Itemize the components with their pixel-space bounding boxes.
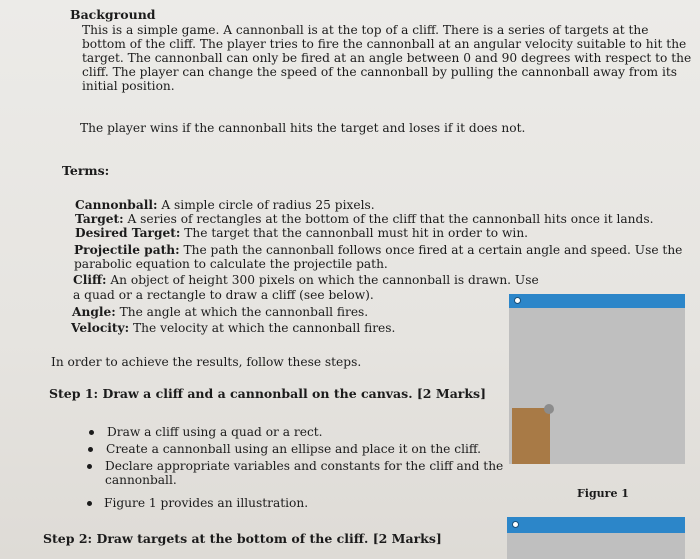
term-velocity: Velocity: The velocity at which the cannonball fires. (71, 321, 396, 335)
background-heading: Background (70, 7, 156, 22)
figure-2-canvas (507, 517, 685, 559)
step2-title: Step 2: Draw targets at the bottom of the cliff. [2 Marks] (43, 531, 442, 546)
term-desired-target: Desired Target: The target that the cannonball must hit in order to win. (75, 226, 529, 240)
step1-bullet-3-cont: cannonball. (105, 473, 177, 487)
term-angle: Angle: The angle at which the cannonball fires. (72, 305, 369, 319)
cannonball-circle (544, 404, 554, 414)
term-cannonball: Cannonball: A simple circle of radius 25 pixels. (75, 198, 375, 212)
step1-bullet-2: Create a cannonball using an ellipse and place it on the cliff. (106, 442, 481, 456)
steps-intro: In order to achieve the results, follow these steps. (51, 355, 362, 369)
background-line-2: bottom of the cliff. The player tries to fire the cannonball at an angular velocity suitable to hit the (82, 37, 687, 51)
term-target: Target: A series of rectangles at the bottom of the cliff that the cannonball hits once it lands. (75, 212, 654, 226)
window-dot-icon (512, 521, 519, 528)
bullet-dot (87, 501, 92, 506)
term-cliff-cont: a quad or a rectangle to draw a cliff (see below). (73, 288, 374, 302)
step1-bullet-1: Draw a cliff using a quad or a rect. (107, 425, 323, 439)
background-line-3: target. The cannonball can only be fired at an angle between 0 and 90 degrees with respect to the (82, 51, 692, 65)
term-cliff: Cliff: An object of height 300 pixels on which the cannonball is drawn. Use (73, 273, 539, 287)
bullet-dot (87, 464, 92, 469)
background-line-4: cliff. The player can change the speed of the cannonball by pulling the cannonball away from its (82, 65, 678, 79)
term-projectile-path: Projectile path: The path the cannonball follows once fired at a certain angle and speed. Use the (74, 243, 683, 257)
win-condition: The player wins if the cannonball hits the target and loses if it does not. (80, 121, 526, 135)
terms-heading: Terms: (62, 163, 110, 178)
step1-bullet-4: Figure 1 provides an illustration. (104, 496, 309, 510)
figure-caption: Figure 1 (577, 487, 629, 500)
figure-1-canvas (509, 294, 685, 464)
step1-title: Step 1: Draw a cliff and a cannonball on the canvas. [2 Marks] (49, 386, 486, 401)
term-projectile-path-cont: parabolic equation to calculate the projectile path. (74, 257, 388, 271)
cliff-rectangle (512, 408, 550, 464)
background-line-1: This is a simple game. A cannonball is at the top of a cliff. There is a series of targets at the (82, 23, 649, 37)
bullet-dot (88, 447, 93, 452)
window-dot-icon (514, 297, 521, 304)
background-line-5: initial position. (82, 79, 175, 93)
figure-title-bar (509, 294, 685, 308)
step1-bullet-3: Declare appropriate variables and constants for the cliff and the (105, 459, 504, 473)
figure-title-bar (507, 517, 685, 533)
bullet-dot (89, 430, 94, 435)
